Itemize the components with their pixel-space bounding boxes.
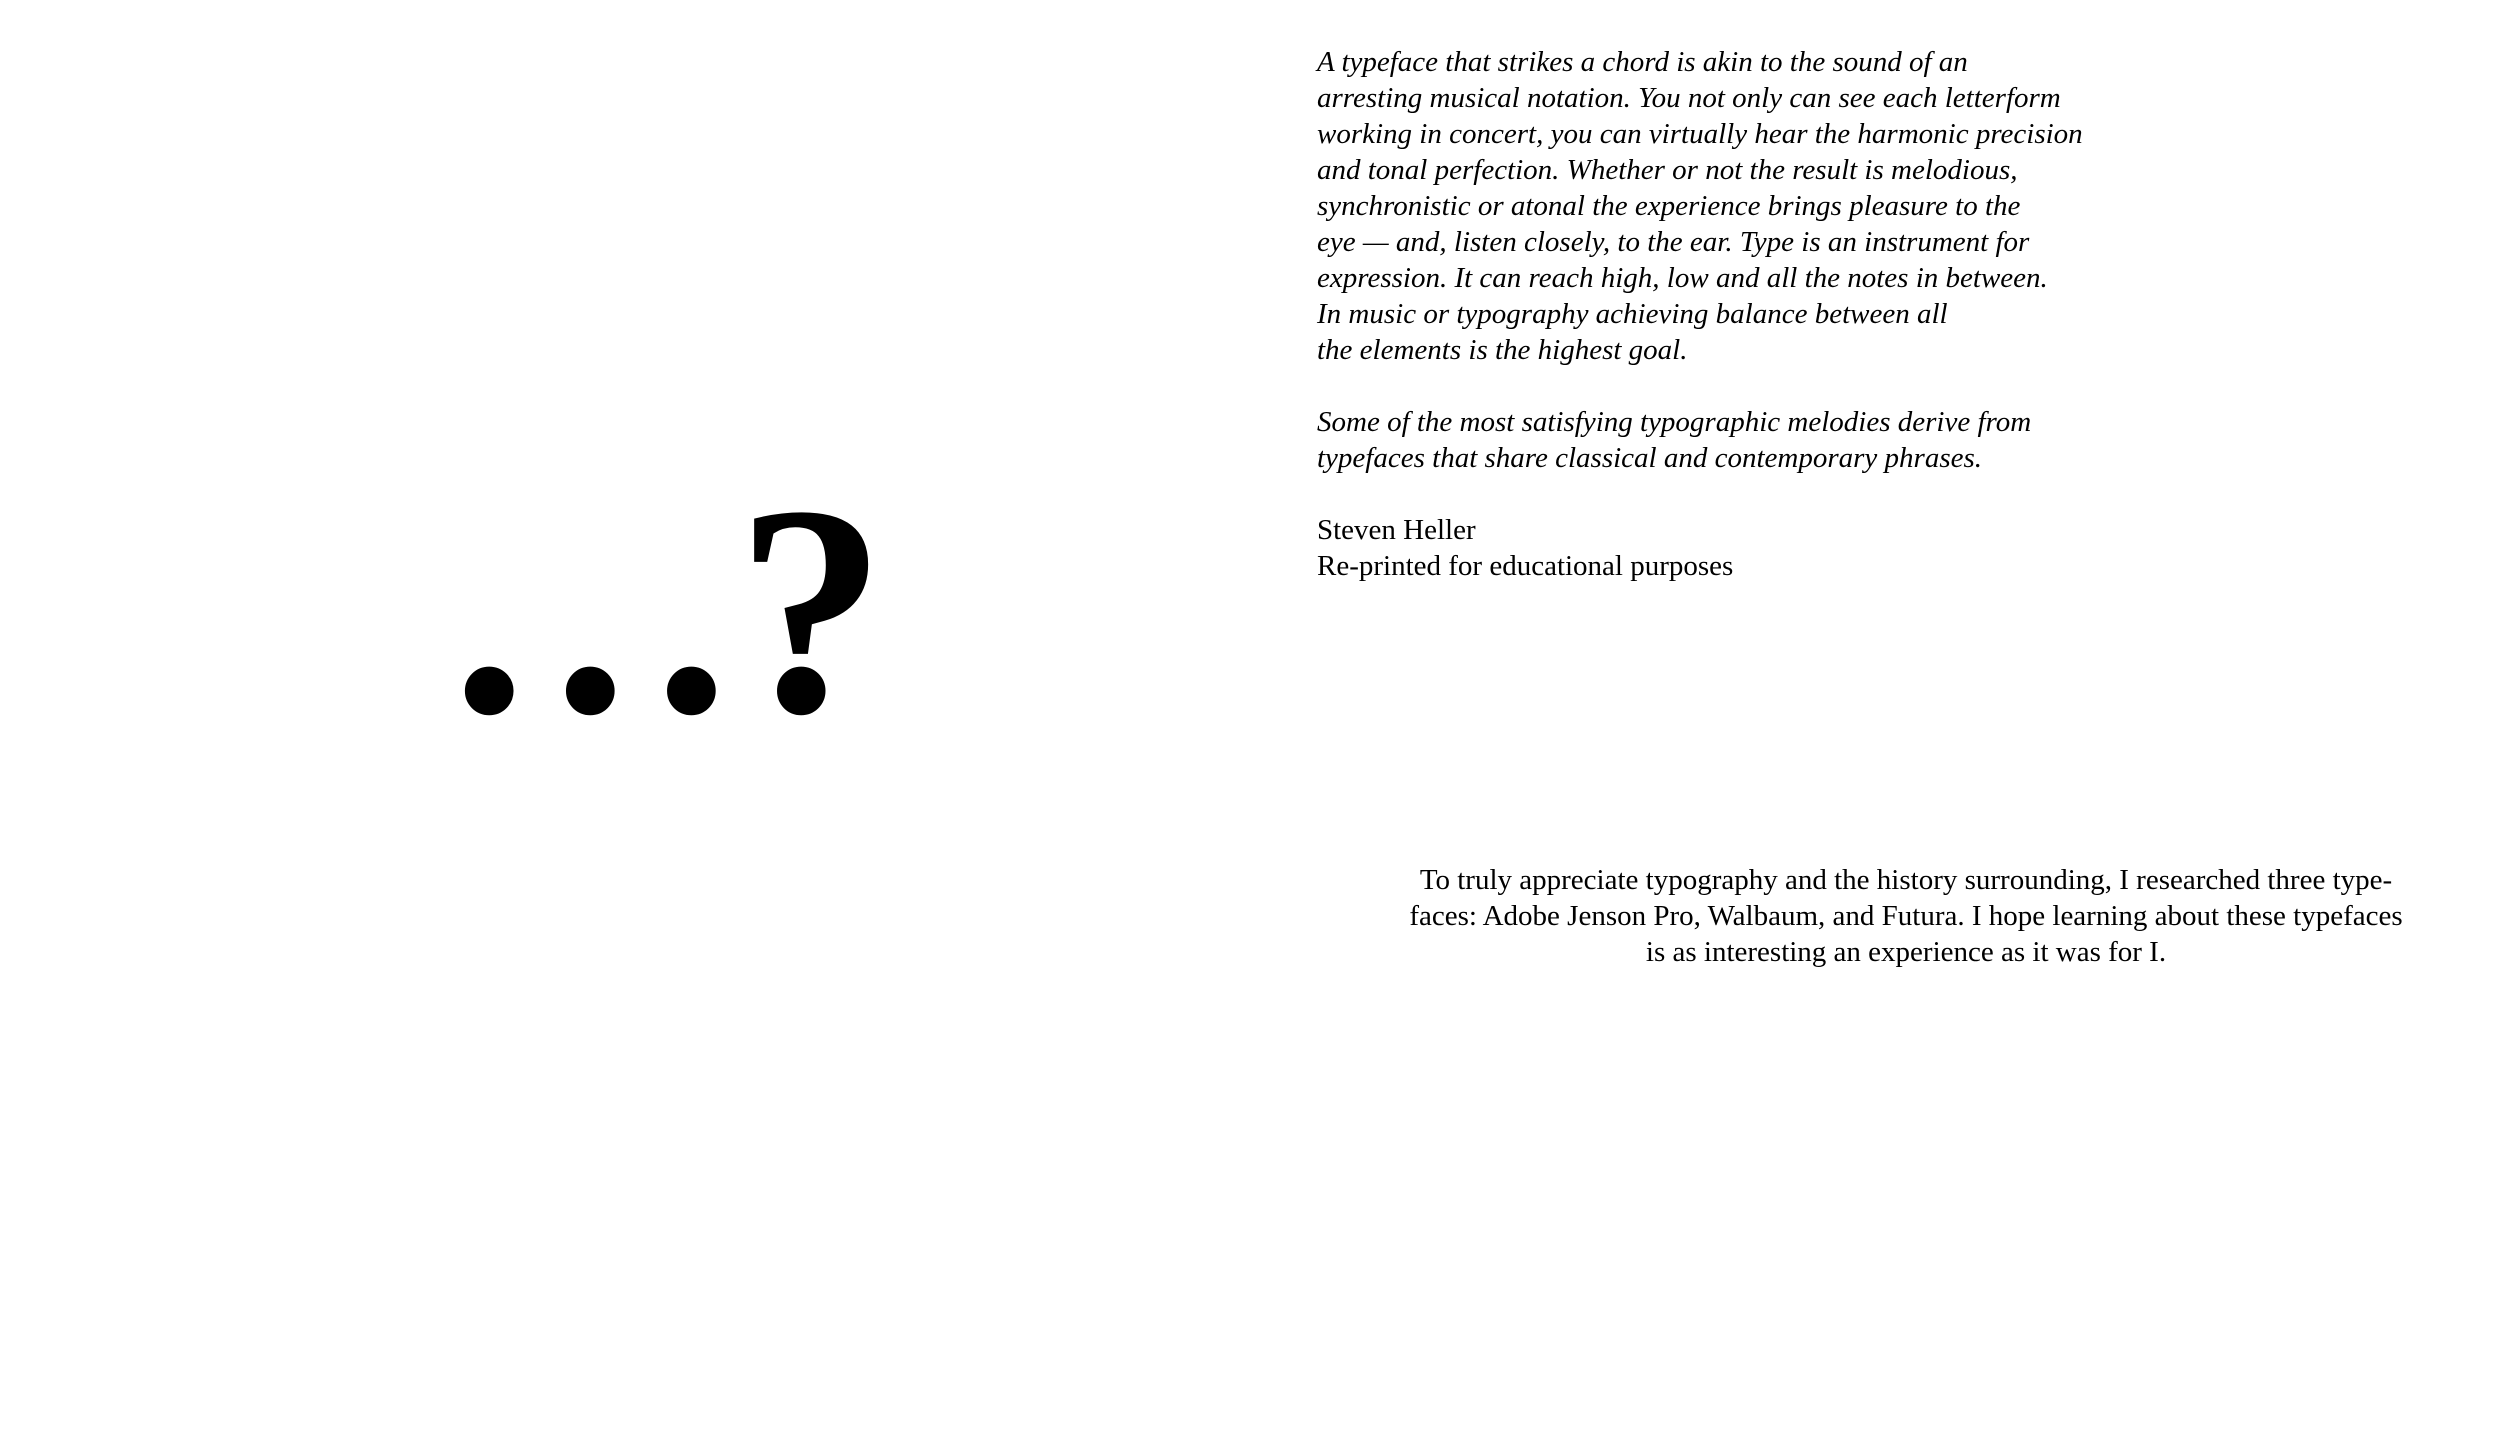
quote-line: arresting musical notation. You not only can see each letterform [1317, 82, 2061, 114]
quote-line: typefaces that share classical and contemporary phrases. [1317, 442, 1983, 474]
quote-paragraph-1 [1317, 44, 2217, 368]
quote-line: A typeface that strikes a chord is akin to the sound of an [1317, 46, 1968, 78]
quote-line: Some of the most satisfying typographic melodies derive from [1317, 406, 2032, 438]
quote-line: and tonal perfection. Whether or not the result is melodious, [1317, 154, 2018, 186]
quote-line: working in concert, you can virtually hear the harmonic precision [1317, 118, 2083, 150]
quote-paragraph-2 [1317, 404, 2217, 476]
intro-line: is as interesting an experience as it was for I. [1645, 936, 2167, 968]
paragraph-spacer [1317, 476, 2217, 512]
reprint-note: Re-printed for educational purposes [1317, 550, 1734, 582]
quote-line: synchronistic or atonal the experience brings pleasure to the [1317, 190, 2021, 222]
paragraph-spacer [1317, 368, 2217, 404]
quote-line: eye — and, listen closely, to the ear. Type is an instrument for [1317, 226, 2030, 258]
quote-line: expression. It can reach high, low and all the notes in between. [1317, 262, 2048, 294]
intro-line: faces: Adobe Jenson Pro, Walbaum, and Futura. I hope learning about these typefaces [1409, 900, 2403, 932]
quote-block [1317, 44, 2217, 584]
attribution [1317, 512, 2217, 584]
author-name: Steven Heller [1317, 514, 1476, 546]
intro-line: To truly appreciate typography and the history surrounding, I researched three type- [1419, 864, 2393, 896]
quote-line: In music or typography achieving balance between all [1317, 298, 1948, 330]
intro-paragraph [1380, 862, 2432, 970]
quote-line: the elements is the highest goal. [1317, 334, 1688, 366]
ellipsis-question-display: …? [440, 444, 882, 776]
